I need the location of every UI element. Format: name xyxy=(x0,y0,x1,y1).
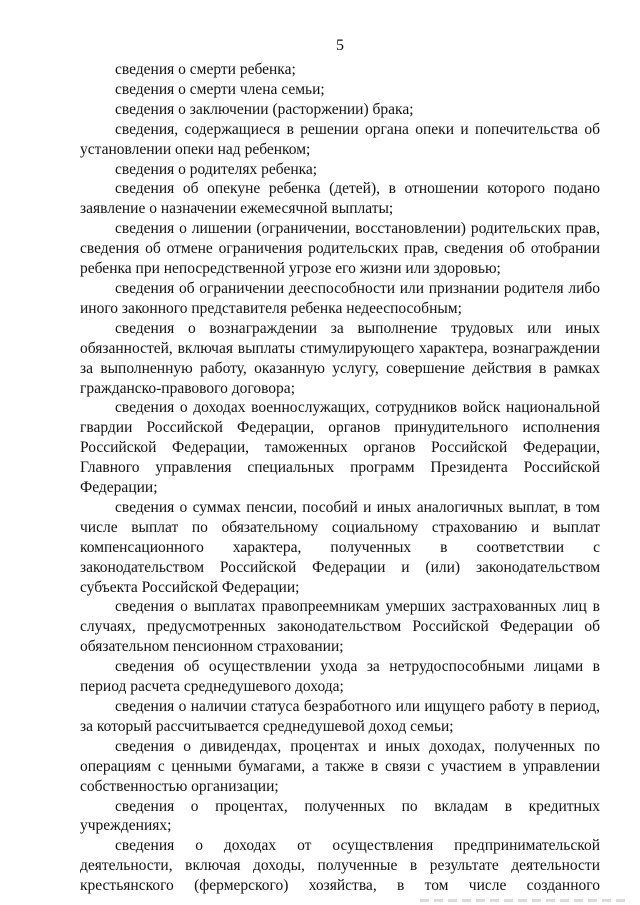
paragraph: сведения о процентах, полученных по вкладам в кредитных учреждениях; xyxy=(80,797,600,835)
paragraph: сведения, содержащиеся в решении органа опеки и попечительства об установлении опеки над ребенком; xyxy=(80,120,600,158)
paragraph: сведения об осуществлении ухода за нетрудоспособными лицами в период расчета среднедушевого дохода; xyxy=(80,658,600,696)
paragraph: сведения об ограничении дееспособности или признании родителя либо иного законного представителя ребенка недееспособным; xyxy=(80,279,600,317)
paragraph: сведения о выплатах правопреемникам умерших застрахованных лиц в случаях, предусмотренных законодательством Российской Федерации об обязательном пенсионном страховании; xyxy=(80,598,600,656)
paragraph: сведения об опекуне ребенка (детей), в отношении которого подано заявление о назначении ежемесячной выплаты; xyxy=(80,180,600,218)
page-number: 5 xyxy=(336,37,344,54)
paragraph: сведения о вознаграждении за выполнение трудовых или иных обязанностей, включая выплаты стимулирующего характера, вознаграждении за выполненную работу, оказанную услугу, совершение действия в рамках гражданско-правового договора; xyxy=(80,319,600,397)
paragraph: сведения о наличии статуса безработного или ищущего работу в период, за который рассчитывается среднедушевой доход семьи; xyxy=(80,698,600,735)
paragraph: сведения о дивидендах, процентах и иных доходах, полученных по операциям с ценными бумагами, а также в связи с участием в управлении собственностью организации; xyxy=(80,737,600,795)
paragraph: сведения о смерти ребенка; xyxy=(115,61,296,78)
paragraph: сведения о родителях ребенка; xyxy=(115,160,318,178)
paragraph: сведения о смерти члена семьи; xyxy=(115,80,325,98)
paragraph: сведения о суммах пенсии, пособий и иных аналогичных выплат, в том числе выплат по обязательному социальному страхованию и выплат компенсационного характера, полученных в соответствии с законодательством Российской Федерации и (или) законодательством субъекта Российской Федерации; xyxy=(80,498,600,596)
paragraph: сведения о заключении (расторжении) брака; xyxy=(115,100,414,118)
paragraph: сведения о доходах от осуществления предпринимательской деятельности, включая доходы, полученные в результате деятельности крестьянского (фермерского) хозяйства, в том числе созданного xyxy=(80,837,600,895)
paragraph: сведения о лишении (ограничении, восстановлении) родительских прав, сведения об отмене ограничения родительских прав, сведения об отобрании ребенка при непосредственной угрозе его жизни или здоровью; xyxy=(80,220,600,278)
paragraph: сведения о доходах военнослужащих, сотрудников войск национальной гвардии Российской Федерации, органов принудительного исполнения Российской Федерации, таможенных органов Российской Федерации, Главного управления специальных программ Президента Российской Федерации; xyxy=(80,399,600,497)
document-body xyxy=(80,60,600,896)
scan-artifact xyxy=(420,899,630,902)
